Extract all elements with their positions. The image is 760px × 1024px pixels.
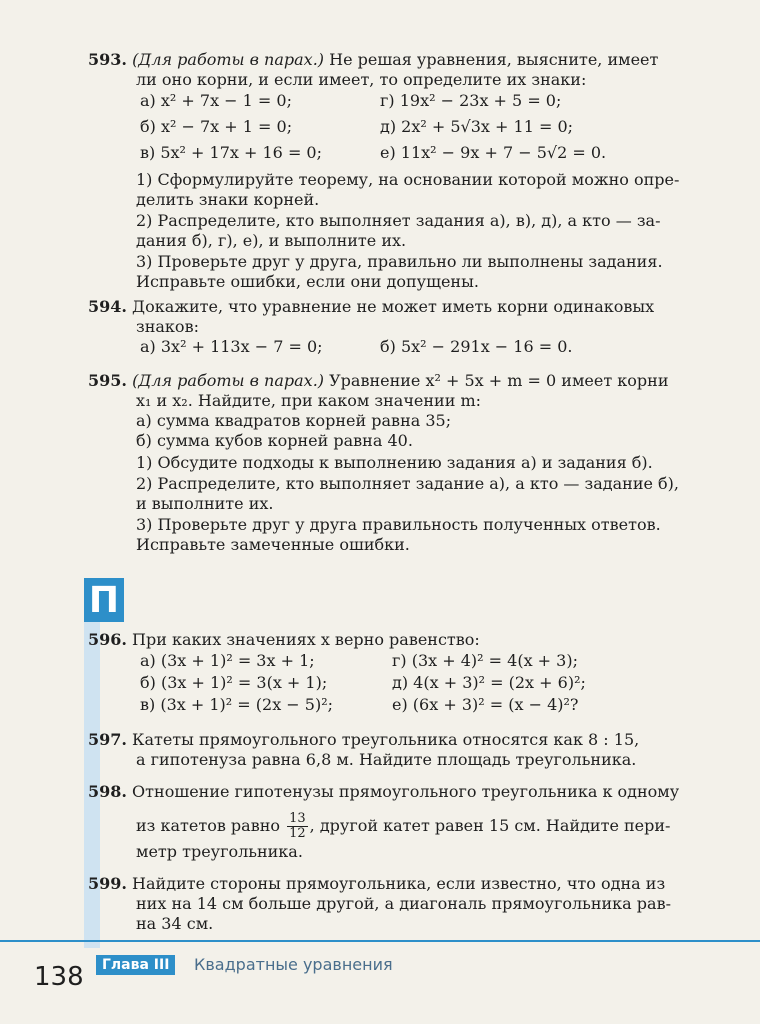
problem-number: 599. [88,874,127,893]
problem-597-line1: 597. Катеты прямоугольного треугольника относятся как 8 : 15, [88,730,640,749]
problem-595-task2b: и выполните их. [136,494,274,513]
problem-593-task2b: дания б), г), е), и выполните их. [136,231,407,250]
problem-595-task3b: Исправьте замеченные ошибки. [136,535,410,554]
problem-594-b: б) 5x² − 291x − 16 = 0. [380,337,573,356]
problem-number: 597. [88,730,127,749]
problem-593-line1: 593. (Для работы в парах.) Не решая уравнения, выясните, имеет [88,50,659,69]
problem-593-task3b: Исправьте ошибки, если они допущены. [136,272,479,291]
problem-number: 593. [88,50,127,69]
chapter-tag: Глава III [96,955,175,975]
page-number: 138 [34,962,84,992]
section-marker-icon: П [84,578,124,622]
problem-599-line3: на 34 см. [136,914,214,933]
problem-594-line2: знаков: [136,317,199,336]
problem-594-a: а) 3x² + 113x − 7 = 0; [140,337,323,356]
problem-599-line2: них на 14 см больше другой, а диагональ прямоугольника рав- [136,894,671,913]
problem-595-task2a: 2) Распределите, кто выполняет задание а), а кто — задание б), [136,474,679,493]
footer-rule [0,940,760,942]
problem-593-g: г) 19x² − 23x + 5 = 0; [380,91,562,110]
problem-595-a: а) сумма квадратов корней равна 35; [136,411,452,430]
problem-597-line2: а гипотенуза равна 6,8 м. Найдите площадь треугольника. [136,750,637,769]
problem-593-task1b: делить знаки корней. [136,190,320,209]
problem-594-line1: 594. Докажите, что уравнение не может иметь корни одинаковых [88,297,655,316]
problem-number: 594. [88,297,127,316]
problem-595-task1: 1) Обсудите подходы к выполнению задания а) и задания б). [136,453,653,472]
problem-598-line1: 598. Отношение гипотенузы прямоугольного треугольника к одному [88,782,680,801]
problem-595-b: б) сумма кубов корней равна 40. [136,431,413,450]
chapter-title: Квадратные уравнения [194,955,393,974]
problem-596-line1: 596. При каких значениях x верно равенство: [88,630,480,649]
problem-593-line2: ли оно корни, и если имеет, то определите их знаки: [136,70,587,89]
problem-number: 596. [88,630,127,649]
problem-596-b: б) (3x + 1)² = 3(x + 1); [140,673,328,692]
problem-593-v: в) 5x² + 17x + 16 = 0; [140,143,322,162]
problem-number: 595. [88,371,127,390]
problem-593-task1a: 1) Сформулируйте теорему, на основании которой можно опре- [136,170,680,189]
problem-598-line2: из катетов равно $\frac{13}{12}$ , другой катет равен 15 см. Найдите пери- [136,811,671,841]
problem-593-task2a: 2) Распределите, кто выполняет задания а), в), д), а кто — за- [136,211,661,230]
problem-596-g: г) (3x + 4)² = 4(x + 3); [392,651,578,670]
problem-595-line2: x₁ и x₂. Найдите, при каком значении m: [136,391,482,410]
problem-593-d: д) 2x² + 5√3x + 11 = 0; [380,117,574,136]
problem-number: 598. [88,782,127,801]
problem-593-a: а) x² + 7x − 1 = 0; [140,91,292,110]
problem-595-task3a: 3) Проверьте друг у друга правильность полученных ответов. [136,515,661,534]
problem-595-line1: 595. (Для работы в парах.) Уравнение x² + 5x + m = 0 имеет корни [88,371,669,390]
problem-593-e: е) 11x² − 9x + 7 − 5√2 = 0. [380,143,607,162]
problem-596-d: д) 4(x + 3)² = (2x + 6)²; [392,673,586,692]
problem-593-task3a: 3) Проверьте друг у друга, правильно ли выполнены задания. [136,252,663,271]
problem-599-line1: 599. Найдите стороны прямоугольника, если известно, что одна из [88,874,666,893]
problem-596-a: а) (3x + 1)² = 3x + 1; [140,651,315,670]
problem-596-e: е) (6x + 3)² = (x − 4)²? [392,695,579,714]
problem-593-b: б) x² − 7x + 1 = 0; [140,117,293,136]
fraction: $\frac{13}{12}$ [289,811,306,841]
problem-598-line3: метр треугольника. [136,842,303,861]
problem-596-v: в) (3x + 1)² = (2x − 5)²; [140,695,334,714]
